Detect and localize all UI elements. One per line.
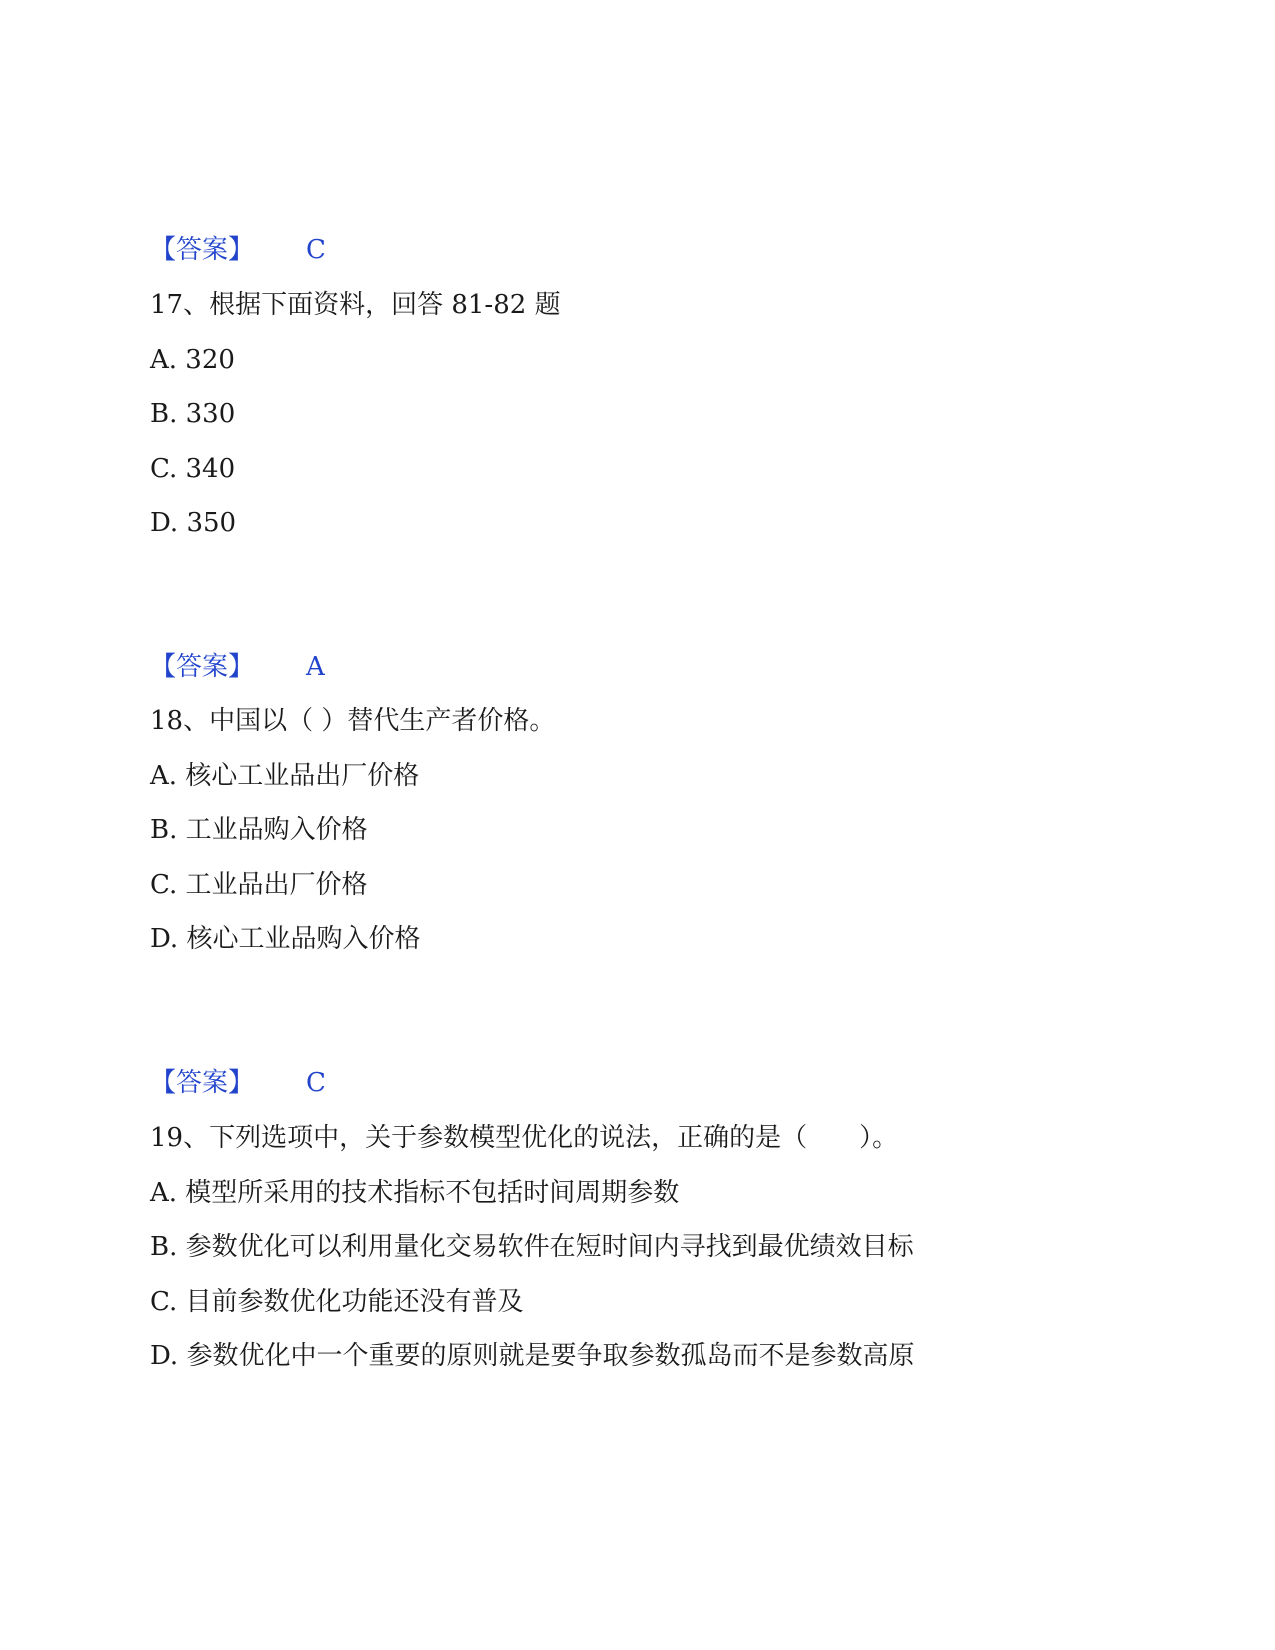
option-c: C. 340 bbox=[150, 454, 236, 484]
option-d: D. 参数优化中一个重要的原则就是要争取参数孤岛而不是参数高原 bbox=[150, 1341, 915, 1371]
option-b: B. 参数优化可以利用量化交易软件在短时间内寻找到最优绩效目标 bbox=[150, 1232, 914, 1262]
option-d: D. 350 bbox=[150, 508, 237, 538]
answer-label: 【答案】 bbox=[150, 652, 255, 682]
answer-line bbox=[150, 650, 325, 684]
answer-value: A bbox=[306, 652, 325, 682]
option-a: A. 模型所采用的技术指标不包括时间周期参数 bbox=[150, 1178, 680, 1208]
option-b: B. 330 bbox=[150, 399, 236, 429]
question-text: 18、中国以（ ）替代生产者价格。 bbox=[150, 706, 556, 736]
answer-value: C bbox=[306, 1068, 326, 1098]
answer-value: C bbox=[306, 235, 326, 265]
option-b: B. 工业品购入价格 bbox=[150, 815, 368, 845]
answer-line bbox=[150, 1066, 326, 1100]
question-text: 19、下列选项中，关于参数模型优化的说法，正确的是（ ）。 bbox=[150, 1123, 899, 1153]
answer-label: 【答案】 bbox=[150, 235, 255, 265]
answer-line bbox=[150, 233, 326, 267]
answer-label: 【答案】 bbox=[150, 1068, 255, 1098]
option-a: A. 320 bbox=[150, 345, 235, 375]
option-a: A. 核心工业品出厂价格 bbox=[150, 761, 420, 791]
option-c: C. 目前参数优化功能还没有普及 bbox=[150, 1287, 524, 1317]
question-text: 17、根据下面资料，回答 81-82 题 bbox=[150, 290, 561, 320]
option-d: D. 核心工业品购入价格 bbox=[150, 924, 421, 954]
option-c: C. 工业品出厂价格 bbox=[150, 870, 368, 900]
